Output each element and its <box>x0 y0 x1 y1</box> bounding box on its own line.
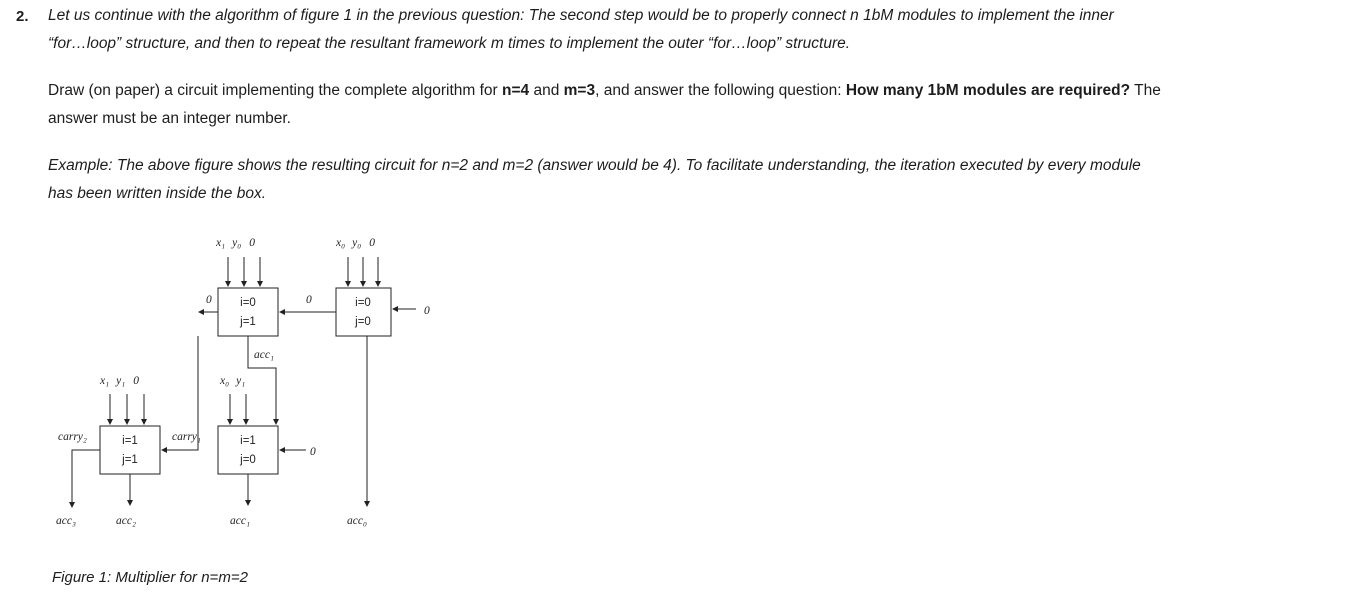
p2-text-e: , and answer the following question: <box>595 82 846 99</box>
module-box-i0-j1 <box>218 288 278 336</box>
acc1-mid-label: acc₁ <box>254 349 274 361</box>
module-i0-j1-line1: i=0 <box>240 297 256 309</box>
acc1-out-label: acc₁ <box>230 515 250 527</box>
p2-n-value: n=4 <box>502 82 530 99</box>
module-i0-j0-line2: j=0 <box>355 316 371 328</box>
module-box-i1-j0 <box>218 426 278 474</box>
paragraph-3-line-1: Example: The above figure shows the resulting circuit for n=2 and m=2 (answer would be 4). To facilitate understanding, the iteration executed by every module <box>48 157 1141 174</box>
module-i1-j0-line1: i=1 <box>240 435 256 447</box>
carry-in-label-bottom-right: 0 <box>310 446 316 458</box>
inputs-label-i1-j1: x₁ y₁ 0 <box>100 375 139 387</box>
module-i0-j1-line2: j=1 <box>240 316 256 328</box>
module-box-i1-j1 <box>100 426 160 474</box>
p2-text-g: The <box>1130 82 1161 99</box>
p2-question: How many 1bM modules are required? <box>845 82 1131 99</box>
paragraph-1-line-2: “for…loop” structure, and then to repeat the resultant framework m times to implement the outer “for…loop” structure. <box>48 35 851 52</box>
paragraph-3-line-2: has been written inside the box. <box>48 185 266 202</box>
module-box-i0-j0 <box>336 288 391 336</box>
p2-text-a: Draw (on paper) a circuit implementing the complete algorithm for <box>48 82 502 99</box>
carry2-wire <box>72 450 100 507</box>
module-i1-j1-line1: i=1 <box>122 435 138 447</box>
question-number: 2. <box>16 8 29 25</box>
paragraph-1-line-1: Let us continue with the algorithm of figure 1 in the previous question: The second step would be to properly connect n 1bM modules to implement the inner <box>48 7 1114 24</box>
carry1-label: carry₁ <box>172 431 201 443</box>
module-i0-j0-line1: i=0 <box>355 297 371 309</box>
carry-in-label-top-left: 0 <box>206 294 212 306</box>
figure-caption: Figure 1: Multiplier for n=m=2 <box>52 569 248 586</box>
inputs-label-i0-j0: x₀ y₀ 0 <box>336 237 375 249</box>
p2-m-value: m=3 <box>563 82 596 99</box>
module-i1-j1-line2: j=1 <box>122 454 138 466</box>
acc3-label: acc₃ <box>56 515 76 527</box>
carry-label-top-middle: 0 <box>306 294 312 306</box>
inputs-label-i1-j0: x₀ y₁ <box>220 375 246 387</box>
acc0-label: acc₀ <box>347 515 367 527</box>
paragraph-2-line-2: answer must be an integer number. <box>48 110 291 127</box>
carry2-label: carry₂ <box>58 431 87 443</box>
module-i1-j0-line2: j=0 <box>240 454 256 466</box>
carry-in-label-top-right: 0 <box>424 305 430 317</box>
p2-text-c: and <box>529 82 564 99</box>
acc2-label: acc₂ <box>116 515 136 527</box>
inputs-label-i0-j1: x₁ y₀ 0 <box>216 237 255 249</box>
